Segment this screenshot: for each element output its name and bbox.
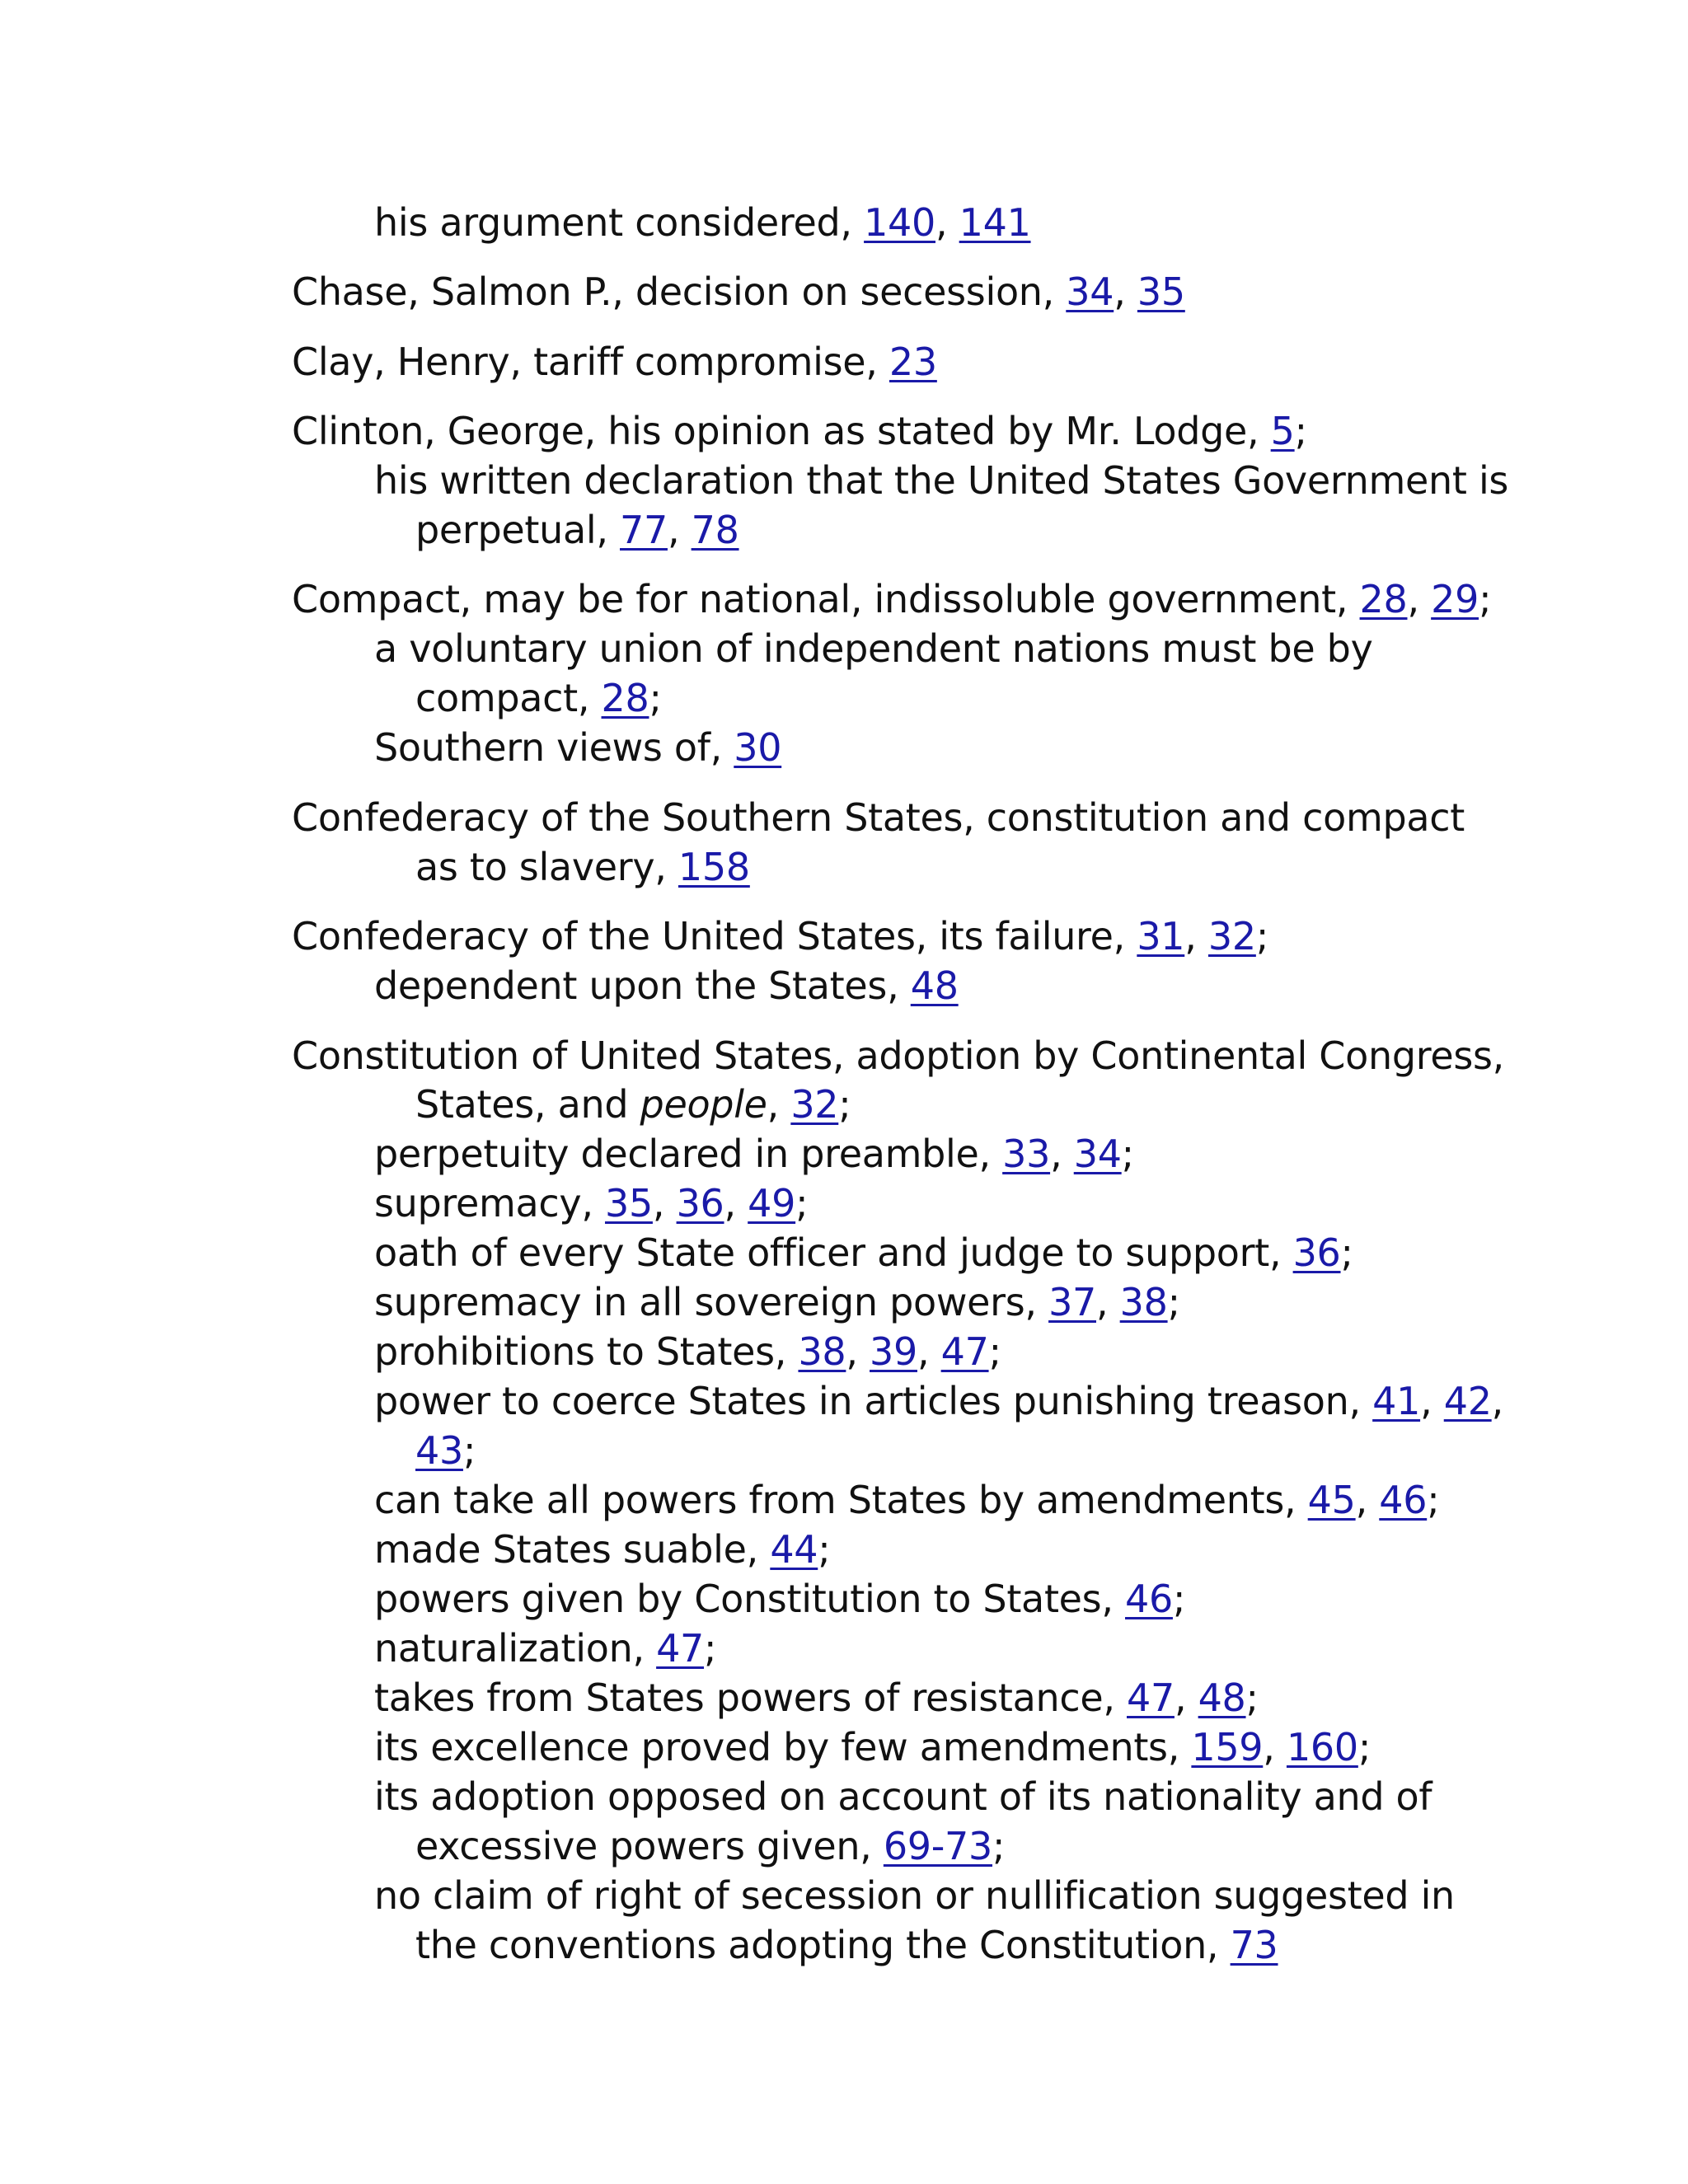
page-reference-link[interactable]: 45	[1307, 1478, 1356, 1522]
entry-text: no claim of right of secession or nullification suggested in	[374, 1873, 1455, 1918]
entry-text: naturalization,	[374, 1626, 657, 1671]
index-continuation	[415, 1821, 1005, 1871]
entry-text: ;	[1340, 1230, 1353, 1275]
entry-text: dependent upon the States,	[374, 963, 911, 1008]
entry-text: ;	[1255, 914, 1269, 958]
entry-text: ,	[846, 1329, 870, 1374]
page-reference-link[interactable]: 49	[748, 1181, 796, 1226]
index-subentry	[374, 1327, 1001, 1376]
entry-text: ;	[1245, 1675, 1259, 1720]
entry-text: as to slavery,	[415, 845, 678, 889]
page-reference-link[interactable]: 34	[1073, 1132, 1122, 1176]
entry-text: Clay, Henry, tariff compromise,	[292, 340, 889, 384]
index-continuation	[415, 1080, 851, 1129]
index-entry	[292, 267, 1185, 316]
index-continuation	[415, 505, 739, 555]
page-reference-link[interactable]: 46	[1125, 1577, 1173, 1621]
page-reference-link[interactable]: 44	[770, 1527, 818, 1572]
index-subentry	[374, 1475, 1439, 1525]
index-entry	[292, 912, 1268, 961]
entry-text: ,	[767, 1082, 791, 1127]
entry-text: oath of every State officer and judge to support,	[374, 1230, 1293, 1275]
page-reference-link[interactable]: 158	[678, 845, 750, 889]
page-reference-link[interactable]: 28	[1359, 577, 1408, 621]
index-subentry	[374, 456, 1508, 505]
page-reference-link[interactable]: 31	[1137, 914, 1185, 958]
entry-text: ,	[917, 1329, 941, 1374]
page-reference-link[interactable]: 140	[864, 200, 935, 245]
entry-text: Chase, Salmon P., decision on secession,	[292, 269, 1067, 314]
entry-text: excessive powers given,	[415, 1824, 884, 1868]
entry-text: Confederacy of the United States, its failure,	[292, 914, 1137, 958]
page-reference-link[interactable]: 47	[656, 1626, 705, 1671]
entry-text: a voluntary union of independent nations must be by	[374, 626, 1373, 671]
index-subentry	[374, 1722, 1371, 1772]
index-subentry	[374, 1376, 1503, 1426]
index-subentry	[374, 198, 1031, 247]
entry-text: Confederacy of the Southern States, constitution and compact	[292, 795, 1465, 840]
entry-text: ,	[1096, 1280, 1120, 1324]
index-entry	[292, 337, 937, 387]
entry-text: ,	[1263, 1725, 1287, 1769]
index-continuation	[415, 1426, 476, 1475]
entry-text: ,	[652, 1181, 677, 1226]
italic-text: people	[640, 1082, 767, 1127]
index-subentry	[374, 1624, 716, 1673]
entry-text: ,	[935, 200, 959, 245]
index-subentry	[374, 1179, 808, 1228]
page-reference-link[interactable]: 73	[1230, 1923, 1278, 1967]
entry-text: ,	[1050, 1132, 1074, 1176]
entry-text: perpetuity declared in preamble,	[374, 1132, 1003, 1176]
page-reference-link[interactable]: 37	[1048, 1280, 1096, 1324]
entry-text: ;	[988, 1329, 1001, 1374]
page-reference-link[interactable]: 42	[1443, 1379, 1492, 1423]
entry-text: ;	[838, 1082, 851, 1127]
entry-text: ;	[992, 1824, 1006, 1868]
page-reference-link[interactable]: 35	[604, 1181, 653, 1226]
page-reference-link[interactable]: 141	[959, 200, 1031, 245]
page-reference-link[interactable]: 28	[601, 676, 649, 720]
index-subentry	[374, 961, 959, 1010]
entry-text: made States suable,	[374, 1527, 771, 1572]
entry-text: its excellence proved by few amendments,	[374, 1725, 1192, 1769]
page-reference-link[interactable]: 39	[870, 1329, 917, 1374]
page-reference-link[interactable]: 23	[889, 340, 937, 384]
index-subentry	[374, 1525, 830, 1574]
entry-text: Constitution of United States, adoption by Continental Congress,	[292, 1033, 1504, 1078]
page-reference-link[interactable]: 48	[910, 963, 959, 1008]
entry-text: ,	[1420, 1379, 1444, 1423]
entry-text: power to coerce States in articles punishing treason,	[374, 1379, 1373, 1423]
page-reference-link[interactable]: 36	[1292, 1230, 1341, 1275]
index-continuation	[415, 842, 750, 892]
index-subentry	[374, 1673, 1259, 1722]
page-reference-link[interactable]: 32	[790, 1082, 839, 1127]
page-reference-link[interactable]: 38	[1119, 1280, 1168, 1324]
entry-text: ,	[1491, 1379, 1503, 1423]
index-continuation	[415, 1920, 1278, 1970]
entry-text: ;	[795, 1181, 809, 1226]
entry-text: ;	[1427, 1478, 1440, 1522]
page-reference-link[interactable]: 160	[1286, 1725, 1358, 1769]
index-entry	[292, 574, 1491, 624]
index-subentry	[374, 624, 1373, 673]
entry-text: ;	[1172, 1577, 1186, 1621]
page-reference-link[interactable]: 43	[415, 1428, 463, 1473]
page-reference-link[interactable]: 35	[1137, 269, 1185, 314]
page-reference-link[interactable]: 47	[940, 1329, 989, 1374]
index-subentry	[374, 1129, 1134, 1179]
entry-text: ;	[704, 1626, 717, 1671]
entry-text: ,	[724, 1181, 748, 1226]
entry-text: his written declaration that the United States Government is	[374, 458, 1509, 503]
entry-text: supremacy,	[374, 1181, 605, 1226]
entry-text: ;	[1121, 1132, 1134, 1176]
page-reference-link[interactable]: 69-73	[883, 1824, 992, 1868]
page-reference-link[interactable]: 29	[1431, 577, 1479, 621]
entry-text: ,	[1355, 1478, 1380, 1522]
page-reference-link[interactable]: 34	[1066, 269, 1114, 314]
page-reference-link[interactable]: 47	[1127, 1675, 1175, 1720]
entry-text: his argument considered,	[374, 200, 865, 245]
page-reference-link[interactable]: 78	[691, 508, 739, 552]
index-entry	[292, 1031, 1504, 1080]
page-reference-link[interactable]: 32	[1207, 914, 1256, 958]
entry-text: Compact, may be for national, indissoluble government,	[292, 577, 1360, 621]
index-subentry	[374, 1228, 1353, 1277]
index-entry	[292, 793, 1465, 842]
entry-text: supremacy in all sovereign powers,	[374, 1280, 1049, 1324]
entry-text: ;	[1357, 1725, 1372, 1769]
entry-text: ;	[818, 1527, 831, 1572]
entry-text: ,	[1114, 269, 1137, 314]
entry-text: perpetual,	[415, 508, 621, 552]
index-entry	[292, 406, 1307, 456]
page-reference-link[interactable]: 30	[734, 725, 782, 770]
entry-text: Southern views of,	[374, 725, 734, 770]
page-reference-link[interactable]: 41	[1372, 1379, 1421, 1423]
entry-text: States, and	[415, 1082, 640, 1127]
index-subentry	[374, 723, 781, 772]
entry-text: ;	[1294, 409, 1307, 453]
entry-text: ,	[1184, 914, 1208, 958]
entry-text: ;	[462, 1428, 476, 1473]
entry-text: ,	[1407, 577, 1432, 621]
entry-text: ,	[667, 508, 692, 552]
page-reference-link[interactable]: 36	[676, 1181, 724, 1226]
entry-text: ,	[1174, 1675, 1198, 1720]
index-subentry	[374, 1277, 1180, 1327]
entry-text: Clinton, George, his opinion as stated by Mr. Lodge,	[292, 409, 1271, 453]
entry-text: its adoption opposed on account of its nationality and of	[374, 1774, 1432, 1819]
entry-text: can take all powers from States by amendments,	[374, 1478, 1308, 1522]
entry-text: prohibitions to States,	[374, 1329, 799, 1374]
entry-text: powers given by Constitution to States,	[374, 1577, 1125, 1621]
entry-text: ;	[1167, 1280, 1180, 1324]
page-reference-link[interactable]: 77	[620, 508, 668, 552]
page-reference-link[interactable]: 159	[1191, 1725, 1264, 1769]
index-subentry	[374, 1871, 1455, 1920]
entry-text: compact,	[415, 676, 602, 720]
page-reference-link[interactable]: 46	[1379, 1478, 1428, 1522]
index-subentry	[374, 1574, 1185, 1624]
index-continuation	[415, 673, 662, 723]
page-reference-link[interactable]: 48	[1198, 1675, 1246, 1720]
index-subentry	[374, 1772, 1432, 1821]
entry-text: the conventions adopting the Constitution,	[415, 1923, 1231, 1967]
page-reference-link[interactable]: 5	[1270, 409, 1295, 453]
entry-text: ;	[1479, 577, 1492, 621]
entry-text: ;	[649, 676, 662, 720]
entry-text: takes from States powers of resistance,	[374, 1675, 1127, 1720]
page-reference-link[interactable]: 38	[798, 1329, 846, 1374]
page-reference-link[interactable]: 33	[1002, 1132, 1051, 1176]
